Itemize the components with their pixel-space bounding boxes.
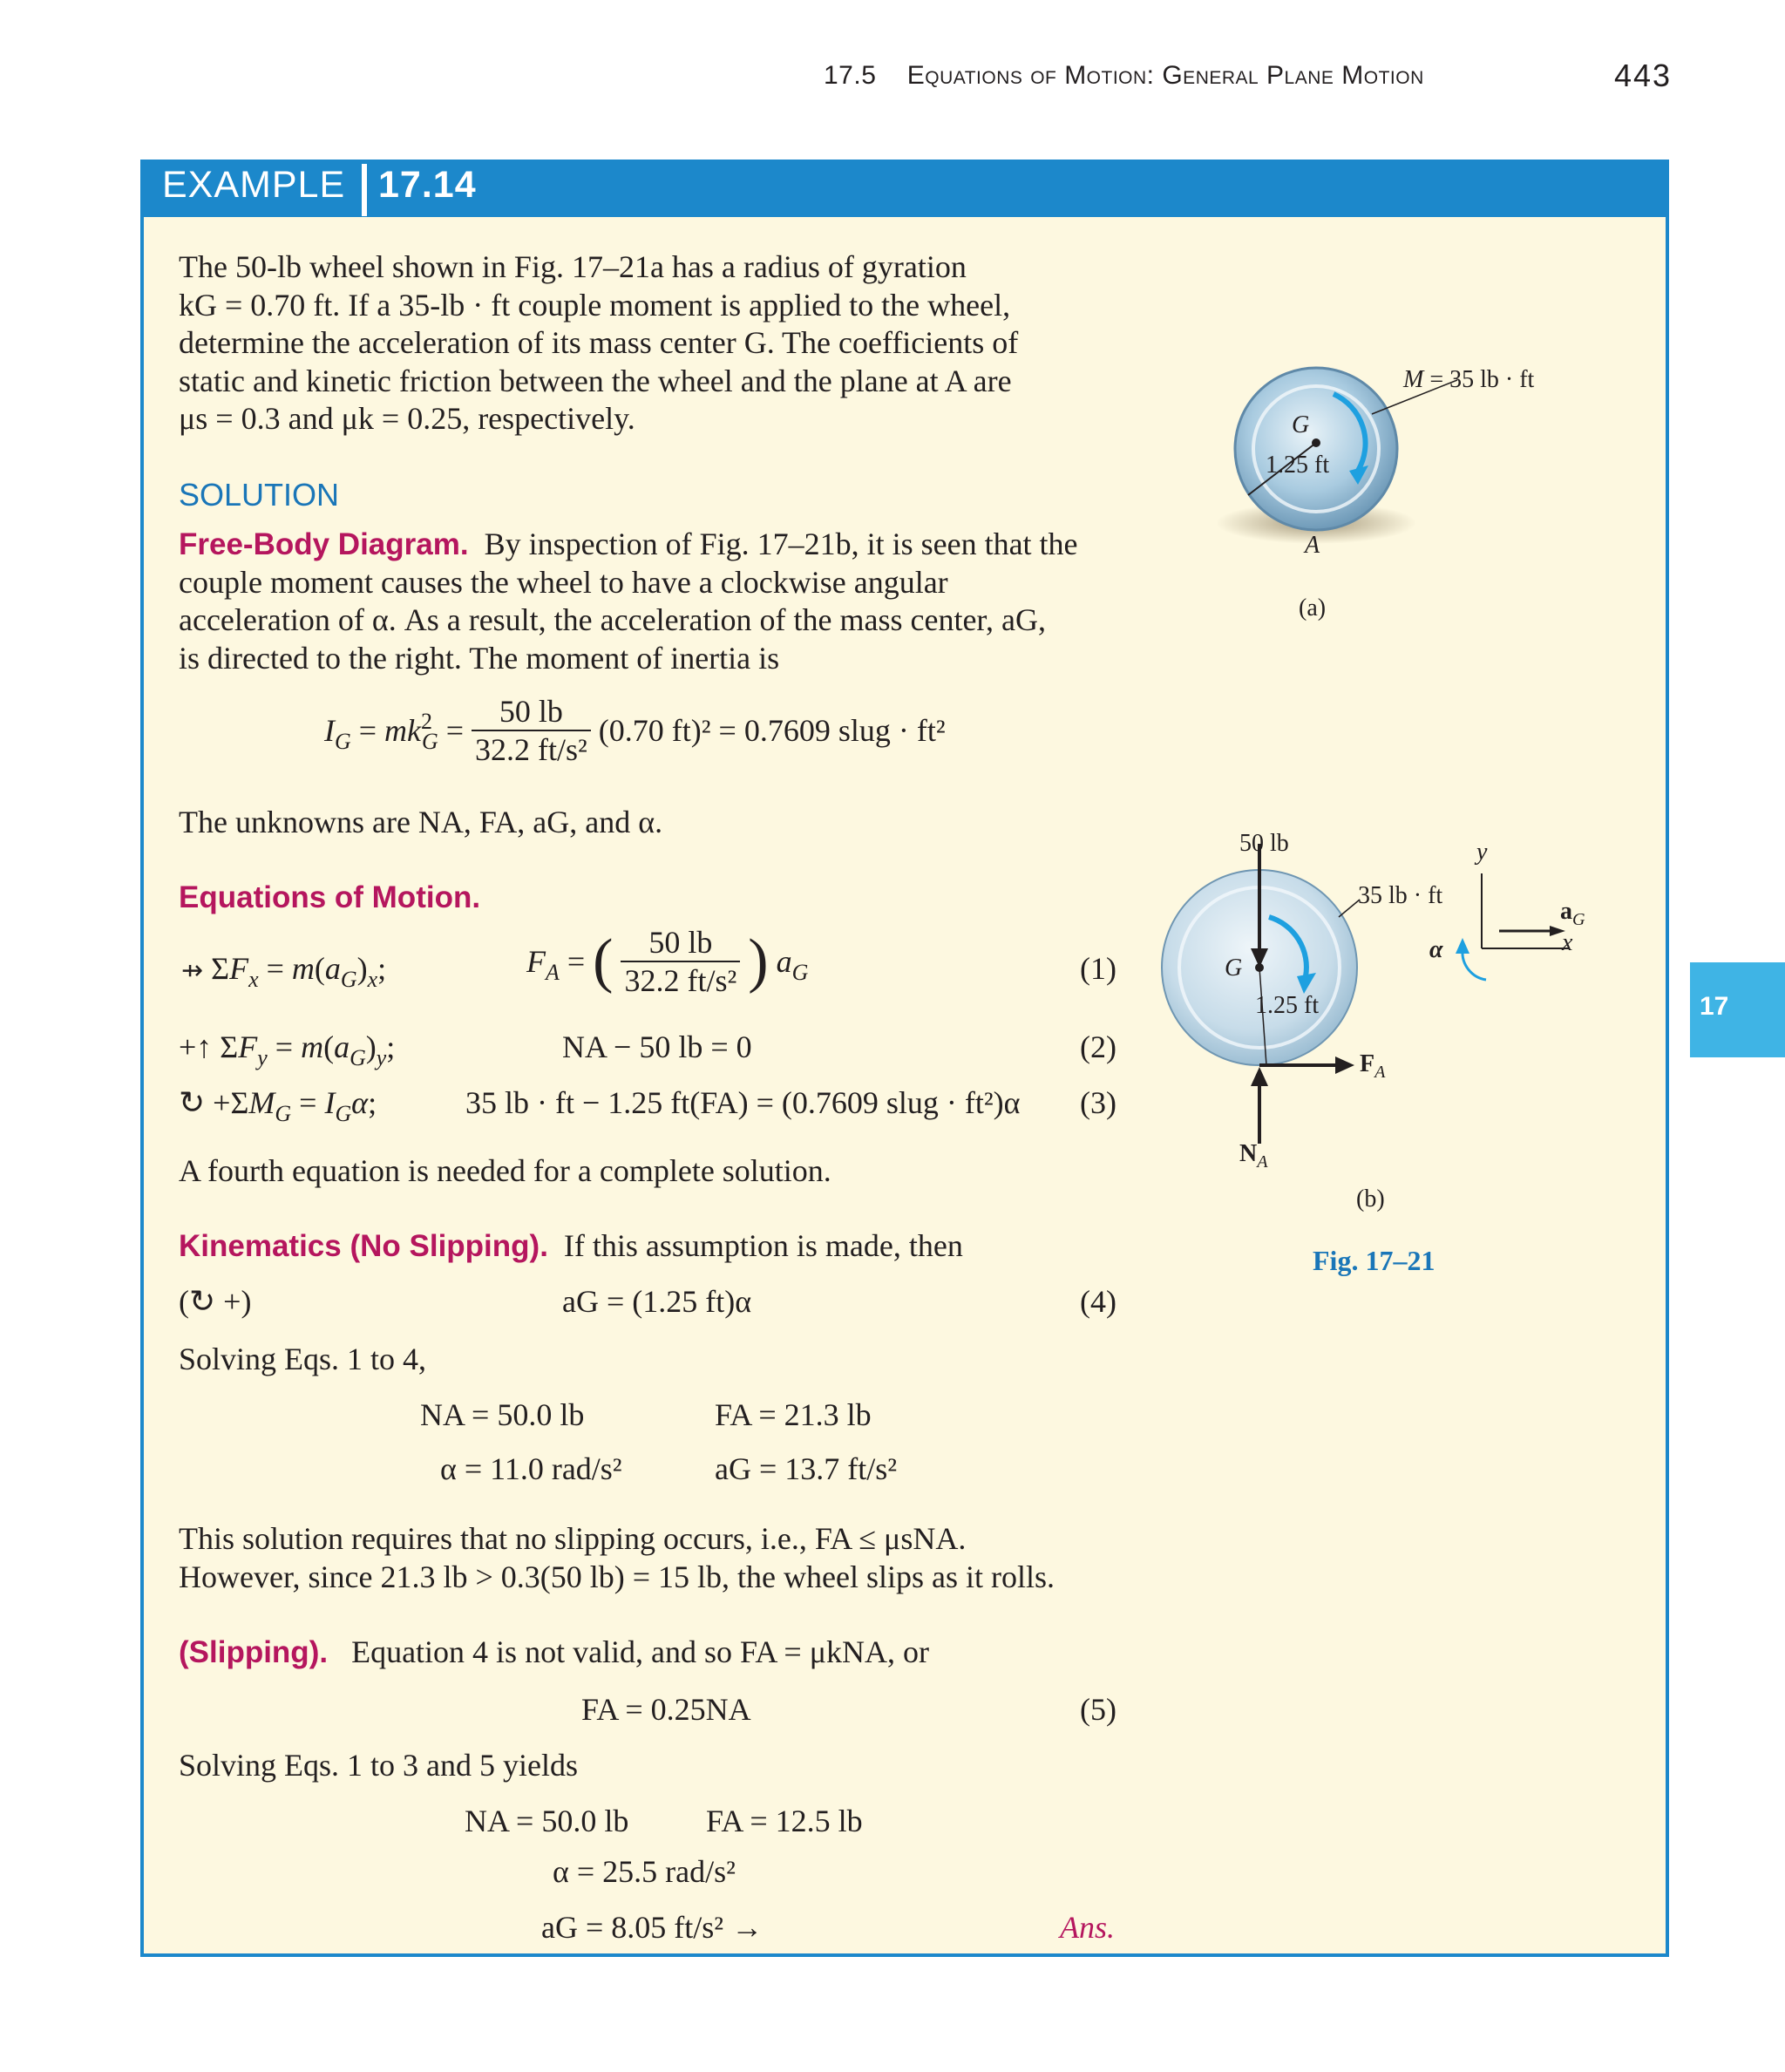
result-fa-2: FA = 12.5 lb <box>706 1804 863 1838</box>
problem-statement <box>179 248 1123 438</box>
eq2-tag: (2) <box>1080 1029 1116 1064</box>
eq1-denominator: 32.2 ft/s² <box>621 961 740 999</box>
solving-1-to-4: Solving Eqs. 1 to 4, <box>179 1342 427 1376</box>
figure-b-free-body-diagram <box>1150 819 1604 1172</box>
fig-a-g: G <box>1292 411 1310 438</box>
problem-line-1: The 50-lb wheel shown in Fig. 17–21a has a radius of gyration <box>179 249 967 284</box>
friction-arrowhead <box>1335 1056 1354 1074</box>
fig-b-x-label: x <box>1562 929 1573 956</box>
result-alpha-2: α = 25.5 rad/s² <box>553 1854 736 1889</box>
banner-separator <box>362 164 367 216</box>
fig-a-radius: 1.25 ft <box>1266 452 1330 479</box>
result-na-1: NA = 50.0 lb <box>420 1397 585 1432</box>
figure-label: Fig. 17–21 <box>1313 1245 1435 1276</box>
inertia-equation: $I_G = mk^2_G$ = $\frac{50 lb}{\text{32.2 ft/s²}}$ (0.70 ft)² = 0.7609 slug · ft² <box>324 694 946 767</box>
fbd-line-3: acceleration of α. As a result, the acceleration of the mass center, aG, <box>179 602 1046 637</box>
check-paragraph <box>179 1520 1123 1596</box>
fig-b-na: $N_A$ <box>1239 1140 1268 1172</box>
fbd-line-4: is directed to the right. The moment of inertia is <box>179 640 780 676</box>
example-banner <box>140 160 1669 217</box>
fig-b-weight: 50 lb <box>1239 830 1289 857</box>
result-ag-1: aG = 13.7 ft/s² <box>715 1451 898 1486</box>
check-line-2: However, since 21.3 lb > 0.3(50 lb) = 15 lb, the wheel slips as it rolls. <box>179 1559 1055 1594</box>
fbd-line-2: couple moment causes the wheel to have a clockwise angular <box>179 564 948 600</box>
solving-1-to-3-and-5: Solving Eqs. 1 to 3 and 5 yields <box>179 1748 578 1783</box>
problem-line-2: kG = 0.70 ft. If a 35-lb · ft couple moment is applied to the wheel, <box>179 287 1011 323</box>
fig-b-fa: $F_A$ <box>1360 1050 1386 1083</box>
inertia-rest: (0.70 ft)² = 0.7609 slug · ft² <box>598 713 946 748</box>
eom-heading: Equations of Motion. <box>179 880 481 914</box>
slipping-text: Equation 4 is not valid, and so FA = μkNA, or <box>351 1634 929 1669</box>
section-title: Equations of Motion: General Plane Motion <box>906 61 1424 90</box>
eq5-tag: (5) <box>1080 1692 1116 1727</box>
example-label: EXAMPLE <box>162 164 346 206</box>
problem-line-3: determine the acceleration of its mass center G. The coefficients of <box>179 325 1019 360</box>
slipping-line <box>179 1634 929 1670</box>
solution-heading: SOLUTION <box>179 477 340 513</box>
fig-a-moment: M = 35 lb · ft <box>1403 366 1535 393</box>
example-number: 17.14 <box>378 164 477 206</box>
inertia-numerator: 50 lb <box>499 694 563 729</box>
eq2-lhs: +↑ $\Sigma F_y = m(a_G)_y$; <box>179 1029 396 1071</box>
fig-b-y-label: y <box>1476 839 1488 866</box>
normal-arrowhead <box>1251 1067 1268 1086</box>
eq1-numerator: 50 lb <box>648 925 713 960</box>
problem-line-4: static and kinetic friction between the wheel and the plane at A are <box>179 363 1012 398</box>
eq1-lhs: ⇸ $\Sigma F_x = m(a_G)_x$; <box>181 951 387 993</box>
kinematics-line <box>179 1227 963 1264</box>
eq4-lhs: (↻ +) <box>179 1284 252 1319</box>
page-number: 443 <box>1614 58 1673 93</box>
inertia-denominator: 32.2 ft/s² <box>472 730 591 768</box>
fig-b-moment: 35 lb · ft <box>1358 882 1443 909</box>
kinematics-heading: Kinematics (No Slipping). <box>179 1229 548 1263</box>
running-head <box>824 61 1424 91</box>
inertia-fraction <box>472 693 591 768</box>
fig-b-radius: 1.25 ft <box>1255 992 1320 1019</box>
moment-leader-b <box>1339 900 1360 917</box>
eq2-rhs: NA − 50 lb = 0 <box>562 1029 752 1064</box>
alpha-arrowhead <box>1456 938 1469 954</box>
check-line-1: This solution requires that no slipping occurs, i.e., FA ≤ μsNA. <box>179 1521 967 1556</box>
chapter-tab-label: 17 <box>1700 992 1729 1021</box>
fig-b-alpha-label: α <box>1429 936 1443 963</box>
fig-a-point: A <box>1305 532 1320 559</box>
eq4-rhs: aG = (1.25 ft)α <box>562 1284 752 1319</box>
answer-marker: Ans. <box>1060 1910 1115 1945</box>
eq3-tag: (3) <box>1080 1085 1116 1120</box>
result-fa-1: FA = 21.3 lb <box>715 1397 872 1432</box>
eq1-tag: (1) <box>1080 951 1116 986</box>
result-na-2: NA = 50.0 lb <box>465 1804 629 1838</box>
eq1-fraction <box>621 924 740 999</box>
fig-b-ag-label: $a_G$ <box>1560 898 1585 930</box>
fbd-line-1: By inspection of Fig. 17–21b, it is seen that the <box>484 526 1078 561</box>
result-alpha-1: α = 11.0 rad/s² <box>440 1451 622 1486</box>
eq5-rhs: FA = 0.25NA <box>581 1692 751 1727</box>
result-ag-2: aG = 8.05 ft/s² → <box>541 1910 764 1945</box>
alpha-arrow <box>1463 950 1486 980</box>
fig-a-caption: (a) <box>1299 594 1327 622</box>
eq3-lhs: ↻ $+\Sigma M_G = I_G\alpha$; <box>179 1085 377 1127</box>
fig-b-g: G <box>1225 954 1243 982</box>
section-number: 17.5 <box>824 61 877 90</box>
unknowns-line: The unknowns are NA, FA, aG, and α. <box>179 805 663 839</box>
wheel-a <box>1235 368 1397 530</box>
eq1-rhs: $F_A$ = ( $\frac{50 lb}{\text{32.2 ft/s²}}$ ) $a_G$ <box>526 925 809 998</box>
eq3-rhs: 35 lb · ft − 1.25 ft(FA) = (0.7609 slug · ft²)α <box>465 1085 1021 1120</box>
problem-line-5: μs = 0.3 and μk = 0.25, respectively. <box>179 401 635 436</box>
slipping-heading: (Slipping). <box>179 1635 329 1669</box>
fbd-paragraph <box>179 526 1123 677</box>
figure-a-wheel <box>1203 357 1569 619</box>
fig-b-caption: (b) <box>1356 1185 1385 1213</box>
fourth-equation-note: A fourth equation is needed for a complete solution. <box>179 1153 831 1188</box>
kinematics-text: If this assumption is made, then <box>563 1228 963 1263</box>
eq4-tag: (4) <box>1080 1284 1116 1319</box>
fbd-heading: Free-Body Diagram. <box>179 527 469 561</box>
